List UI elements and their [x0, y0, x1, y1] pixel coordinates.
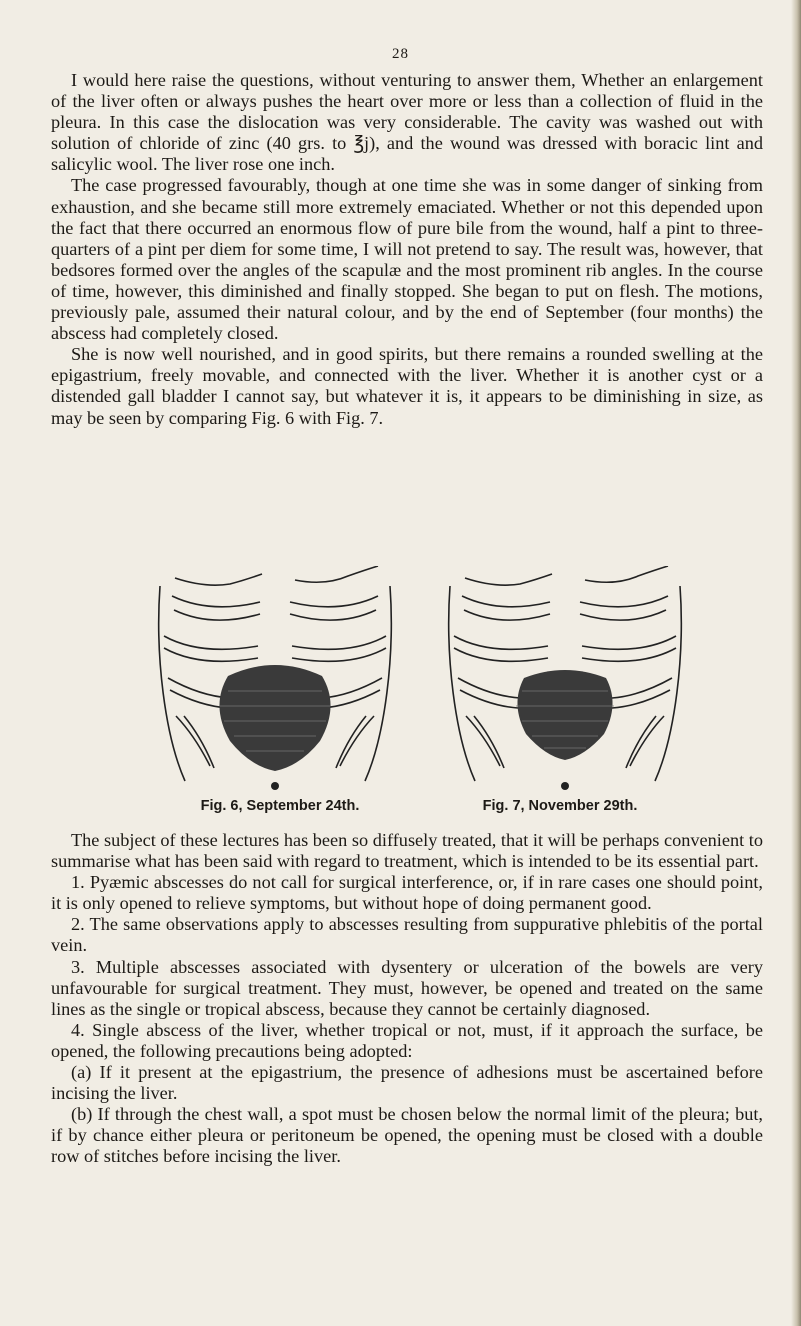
paragraph: The subject of these lectures has been so diffusely treated, that it will be perhaps convenient to summarise what has been said with regard to treatment, which is intended to be its essential part.: [51, 830, 763, 872]
page-number: 28: [392, 46, 409, 62]
figure-6-caption: Fig. 6, September 24th.: [200, 798, 360, 814]
figure-pair: [150, 566, 710, 826]
lettered-item: (b) If through the chest wall, a spot must be chosen below the normal limit of the pleura; but, if by chance either pleura or peritoneum be opened, the opening must be closed with a double row of stitches before incising the liver.: [51, 1104, 763, 1167]
torso-diagram-fig7: [440, 566, 690, 796]
top-text-block: [51, 70, 763, 429]
figure-7-caption: Fig. 7, November 29th.: [482, 798, 638, 814]
numbered-item: 3. Multiple abscesses associated with dysentery or ulceration of the bowels are very unfavourable for surgical treatment. They must, however, be opened and treated on the same lines as the single or tropical abscess, because they cannot be certainly diagnosed.: [51, 956, 763, 1019]
paragraph: She is now well nourished, and in good spirits, but there remains a rounded swelling at the epigastrium, freely movable, and connected with the liver. Whether it is another cyst or a distended gall bladder I cannot say, but whatever it is, it appears to be diminishing in size, as may be seen by comparing Fig. 6 with Fig. 7.: [51, 344, 763, 428]
lettered-item: (a) If it present at the epigastrium, the presence of adhesions must be ascertained before incising the liver.: [51, 1062, 763, 1104]
paragraph: The case progressed favourably, though at one time she was in some danger of sinking from exhaustion, and she became still more extremely emaciated. Whether or not this depended upon the fact that there occurred an enormous flow of pure bile from the wound, half a pint to three-quarters of a pint per diem for some time, I will not pretend to say. The result was, however, that bedsores formed over the angles of the scapulæ and the most prominent rib angles. In the course of time, however, this diminished and finally stopped. She began to put on flesh. The motions, previously pale, assumed their natural colour, and by the end of September (four months) the abscess had completely closed.: [51, 175, 763, 344]
numbered-item: 4. Single abscess of the liver, whether tropical or not, must, if it approach the surface, be opened, the following precautions being adopted:: [51, 1019, 763, 1061]
figure-7: [440, 566, 690, 814]
page-edge-shadow: [791, 0, 801, 1326]
paragraph: I would here raise the questions, without venturing to answer them, Whether an enlargement of the liver often or always pushes the heart over more or less than a collection of fluid in the pleura. In this case the dislocation was very considerable. The cavity was washed out with solution of chloride of zinc (40 grs. to ℥j), and the wound was dressed with boracic lint and salicylic wool. The liver rose one inch.: [51, 70, 763, 175]
figure-6: [150, 566, 400, 814]
bottom-text-block: [51, 830, 763, 1168]
numbered-item: 2. The same observations apply to abscesses resulting from suppurative phlebitis of the portal vein.: [51, 914, 763, 956]
torso-diagram-fig6: [150, 566, 400, 796]
numbered-item: 1. Pyæmic abscesses do not call for surgical interference, or, if in rare cases one should point, it is only opened to relieve symptoms, but without hope of doing permanent good.: [51, 872, 763, 914]
